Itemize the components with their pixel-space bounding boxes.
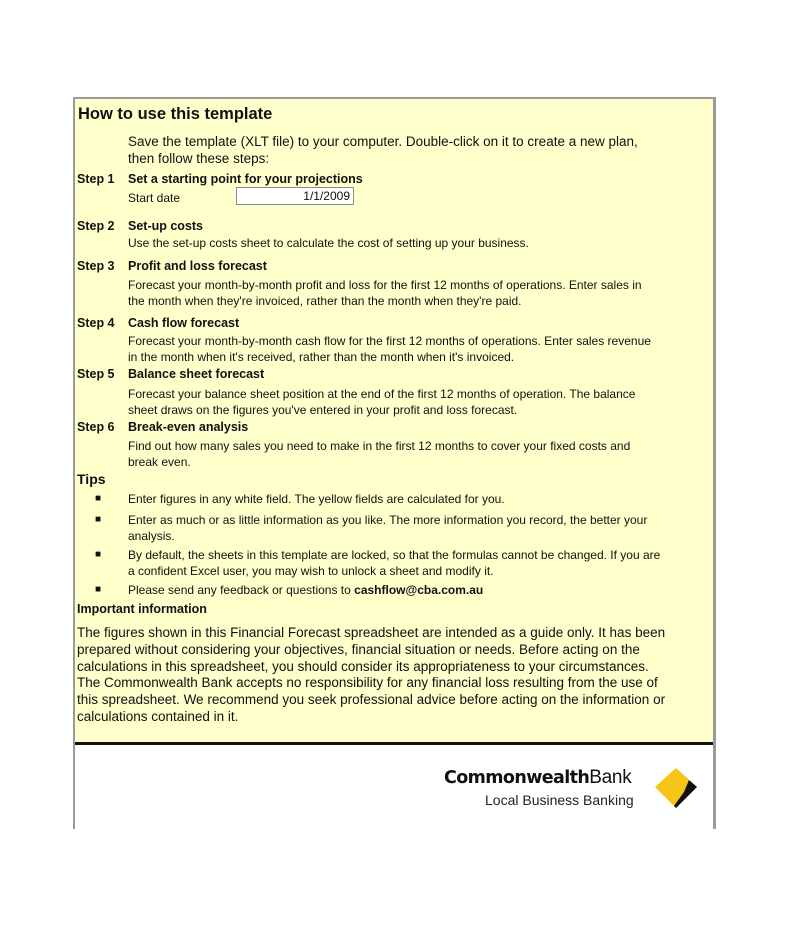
bullet-icon: ■ (95, 493, 102, 504)
step-2-label: Step 2 (77, 219, 115, 233)
step-3-heading: Profit and loss forecast (128, 259, 267, 273)
bullet-icon: ■ (95, 584, 102, 595)
bullet-icon: ■ (95, 549, 102, 560)
brand-subtitle: Local Business Banking (485, 792, 634, 808)
important-line: The Commonwealth Bank accepts no responsibility for any financial loss resulting from the use of (77, 675, 658, 691)
important-line: calculations contained in it. (77, 708, 239, 724)
step-text-line: Forecast your month-by-month cash flow for the first 12 months of operations. Enter sales revenue (128, 334, 651, 348)
important-heading: Important information (77, 602, 207, 616)
tip-item (128, 491, 505, 507)
step-text-line: Forecast your month-by-month profit and loss for the first 12 months of operations. Enter sales in (128, 278, 642, 292)
important-line: calculations in this spreadsheet, you should consider its appropriateness to your circumstances. (77, 658, 649, 674)
step-text-line: Find out how many sales you need to make in the first 12 months to cover your fixed costs and (128, 439, 631, 453)
step-text-line: the month when they're invoiced, rather than the month when they're paid. (128, 294, 522, 308)
tip-item-feedback (128, 582, 483, 598)
step-1-label: Step 1 (77, 172, 115, 186)
start-date-input[interactable]: 1/1/2009 (236, 187, 354, 205)
instructions-panel (73, 97, 716, 829)
important-text (77, 625, 665, 726)
intro-line: then follow these steps: (128, 151, 270, 166)
important-line: prepared without considering your objectives, financial situation or needs. Before acting on the (77, 641, 640, 657)
step-text-line: sheet draws on the figures you've entered in your profit and loss forecast. (128, 403, 518, 417)
step-text-line: break even. (128, 455, 191, 469)
step-3-text (128, 277, 642, 309)
brand-light-text: Bank (589, 767, 632, 788)
step-5-label: Step 5 (77, 367, 115, 381)
step-2-text (128, 235, 529, 251)
step-6-text (128, 438, 630, 470)
tip-line: By default, the sheets in this template are locked, so that the formulas cannot be changed. If you are (128, 548, 661, 562)
tip-line: Enter as much or as little information as you like. The more information you record, the better your (128, 513, 648, 527)
step-text-line: Forecast your balance sheet position at the end of the first 12 months of operation. The balance (128, 387, 636, 401)
tips-heading: Tips (77, 471, 106, 487)
step-5-text (128, 386, 635, 418)
intro-line: Save the template (XLT file) to your computer. Double-click on it to create a new plan, (128, 134, 638, 149)
diamond-logo-icon (653, 766, 699, 812)
important-line: this spreadsheet. We recommend you seek professional advice before acting on the information or (77, 692, 666, 708)
step-4-text (128, 333, 651, 365)
intro-text (128, 133, 638, 167)
step-4-label: Step 4 (77, 316, 115, 330)
important-line: The figures shown in this Financial Forecast spreadsheet are intended as a guide only. It has been (77, 625, 666, 640)
step-text-line: Use the set-up costs sheet to calculate the cost of setting up your business. (128, 236, 529, 250)
tip-line: Enter figures in any white field. The yellow fields are calculated for you. (128, 492, 505, 506)
brand-bold-text: Commonwealth (444, 768, 590, 788)
tip-line: analysis. (128, 529, 175, 543)
step-2-heading: Set-up costs (128, 219, 204, 233)
tip-item (128, 547, 660, 579)
step-6-label: Step 6 (77, 420, 115, 434)
step-6-heading: Break-even analysis (128, 420, 249, 434)
brand-wordmark (444, 767, 631, 789)
bullet-icon: ■ (95, 514, 102, 525)
footer-branding (75, 742, 713, 829)
feedback-email-link[interactable]: cashflow@cba.com.au (354, 583, 484, 597)
step-text-line: in the month when it's received, rather than the month when it's invoiced. (128, 350, 515, 364)
start-date-label: Start date (128, 191, 181, 205)
step-5-heading: Balance sheet forecast (128, 367, 265, 381)
tip-line: Please send any feedback or questions to (128, 583, 355, 597)
step-1-heading: Set a starting point for your projections (128, 172, 363, 186)
step-3-label: Step 3 (77, 259, 115, 273)
page-title: How to use this template (78, 105, 273, 123)
tip-item (128, 512, 647, 544)
step-4-heading: Cash flow forecast (128, 316, 240, 330)
tip-line: a confident Excel user, you may wish to unlock a sheet and modify it. (128, 564, 494, 578)
